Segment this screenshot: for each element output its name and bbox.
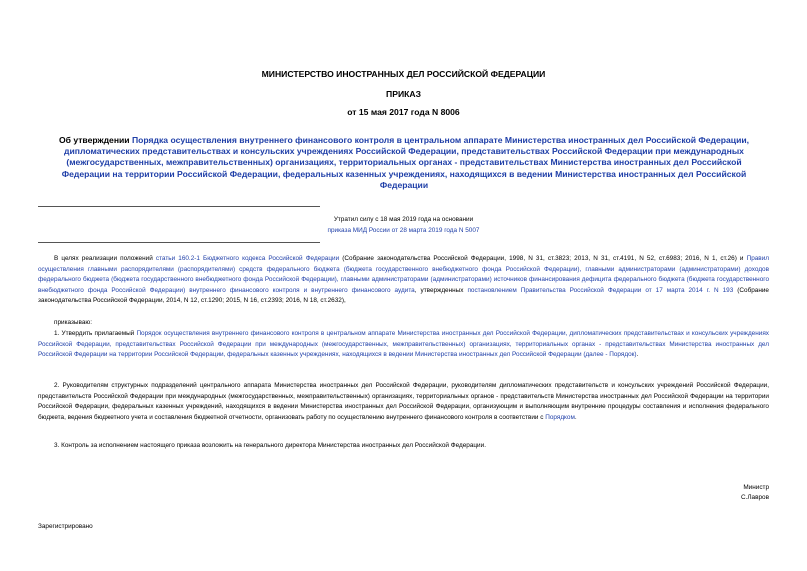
status-note-text: Утратил силу с 18 мая 2019 года на основании (333, 216, 474, 223)
government-resolution-link[interactable]: постановлением Правительства Российской Федерации от 17 марта 2014 г. N 193 (467, 286, 734, 294)
item-1-end: . (636, 351, 639, 359)
item-2-paragraph (38, 381, 769, 423)
signature-name: С.Лавров (740, 494, 769, 501)
preamble-text-4: (Собрание законодательства Российской Федерации, 2014, N 12, ст.1290; 2015, N 16, ст.2393; 2016, N 18, ст.2632), (38, 286, 769, 305)
registered-label: Зарегистрировано (38, 523, 93, 530)
divider-bottom (38, 242, 320, 243)
control-rules-link[interactable]: Правил осуществления главными распорядителями (распорядителями) средств федерального бюджета (бюджета государственного внебюджетного фонда Российской Федерации), главными администраторами (администраторами) доходов федерального бюджета (бюджета государственного внебюджетного фонда Российской Федерации), главными администраторами (администраторами) источников финансирования дефицита федерального бюджета (бюджета государственного внебюджетного фонда Российской Федерации) внутреннего финансового контроля и внутреннего финансового аудита (38, 255, 770, 294)
divider-top (38, 206, 320, 207)
procedure-link[interactable]: Порядок осуществления внутреннего финансового контроля в центральном аппарате Министерства иностранных дел Российской Федерации, дипломатических представительствах и консульских учреждениях Российской Федерации, представительствах Российской Федерации при международных (межгосударственных, межправительственных) организациях, территориальных органах - представительствах Министерства иностранных дел Российской Федерации на территории Российской Федерации, федеральных казенных учреждениях, находящихся в ведении Министерства иностранных дел Российской Федерации (далее - Порядок) (38, 330, 769, 359)
preamble-text-3: , утвержденных (414, 286, 468, 294)
repeal-order-link[interactable]: приказа МИД России от 28 марта 2019 года N 5007 (327, 226, 480, 234)
doc-type-heading: ПРИКАЗ (386, 89, 421, 99)
item-1-text: 1. Утвердить прилагаемый (54, 330, 137, 337)
document-title (48, 135, 760, 191)
item-1-paragraph (38, 329, 769, 361)
item-2-end: . (574, 413, 577, 421)
procedure-short-link[interactable]: Порядком (545, 413, 575, 421)
preamble-text-2: (Собрание законодательства Российской Федерации, 1998, N 31, ст.3823; 2013, N 31, ст.4191, N 52, ст.6983; 2016, N 1, ст.26) и (339, 255, 747, 262)
preamble-paragraph (38, 254, 769, 307)
order-word: приказываю: (54, 319, 92, 326)
doc-date-number: от 15 мая 2017 года N 8006 (347, 107, 460, 117)
signature-position: Министр (743, 484, 769, 491)
title-procedure-link[interactable]: Порядка осуществления внутреннего финансового контроля в центральном аппарате Министерства иностранных дел Российской Федерации, дипломатических представительствах и консульских учреждениях Российской Федерации, представительствах Российской Федерации при международных (межгосударственных, межправительственных) организациях, территориальных органах - представительствах Министерства иностранных дел Российской Федерации на территории Российской Федерации, федеральных казенных учреждениях, находящихся в ведении Министерства иностранных дел Российской Федерации (61, 135, 750, 190)
item-2-text: 2. Руководителям структурных подразделений центрального аппарата Министерства иностранных дел Российской Федерации, руководителям дипломатических представительств и консульских учреждений Российской Федерации, представительств Российской Федерации при международных (межгосударственных, межправительственных) организациях, территориальных органов - представительств Министерства иностранных дел Российской Федерации на территории Российской Федерации, федеральных казенных учреждений, находящихся в ведении Министерства иностранных дел Российской Федерации, организующим и выполняющим внутренние процедуры составления и исполнения федерального бюджета, ведения бюджетного учета и составления бюджетной отчетности, организовать работу по осуществлению внутреннего финансового контроля в соответствии с (38, 382, 769, 421)
preamble-text-1: В целях реализации положений (54, 255, 156, 262)
item-3-paragraph: 3. Контроль за исполнением настоящего приказа возложить на генерального директора Министерства иностранных дел Российской Федерации. (54, 442, 486, 449)
title-prefix: Об утверждении (58, 135, 132, 145)
status-note (300, 215, 507, 236)
budget-code-link[interactable]: статьи 160.2-1 Бюджетного кодекса Российской Федерации (155, 255, 340, 262)
ministry-heading: МИНИСТЕРСТВО ИНОСТРАННЫХ ДЕЛ РОССИЙСКОЙ ФЕДЕРАЦИИ (261, 69, 546, 79)
